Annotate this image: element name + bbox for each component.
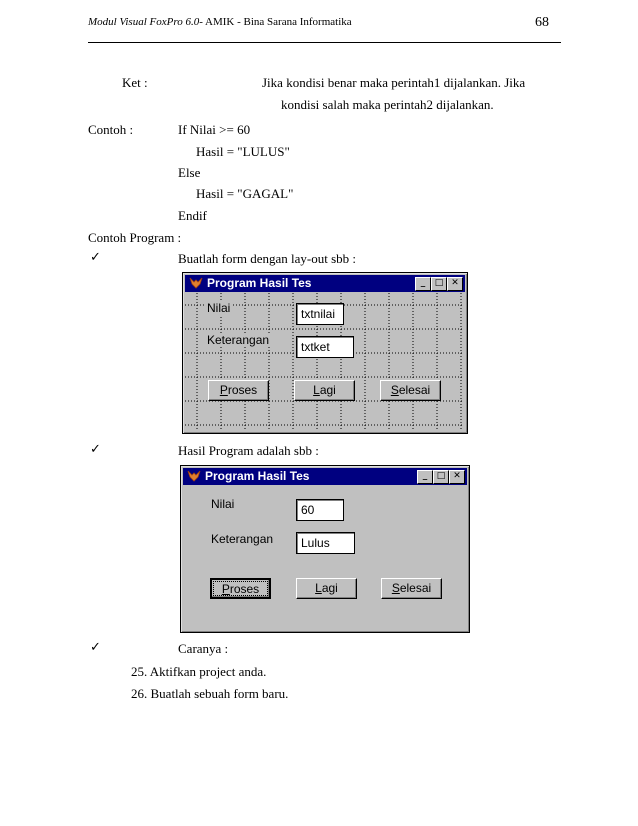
selesai-label: elesai xyxy=(398,383,431,397)
foxpro-icon xyxy=(189,276,203,290)
step-2-text: Hasil Program adalah sbb : xyxy=(178,443,319,458)
form-result-window xyxy=(180,465,470,633)
step-1-text: Buatlah form dengan lay-out sbb : xyxy=(178,251,356,266)
contoh-program-heading: Contoh Program : xyxy=(88,230,182,245)
checkmark-icon: ✓ xyxy=(90,442,101,457)
code-line-2: Hasil = "LULUS" xyxy=(196,144,290,159)
list-item: 25. Aktifkan project anda. xyxy=(131,664,267,679)
proses-label: roses xyxy=(227,383,258,397)
foxpro-icon xyxy=(187,469,201,483)
form-design-title: Program Hasil Tes xyxy=(207,276,312,290)
selesai-button[interactable] xyxy=(381,578,442,599)
lagi-label: agi xyxy=(319,383,336,397)
lagi-label: agi xyxy=(321,581,338,595)
code-line-4: Hasil = "GAGAL" xyxy=(196,186,294,201)
page-number: 68 xyxy=(535,15,549,30)
code-line-3: Else xyxy=(178,165,201,180)
txtket-textbox[interactable]: txtket xyxy=(296,336,354,358)
label-keterangan: Keterangan xyxy=(207,333,270,347)
form-design-window xyxy=(182,272,468,434)
close-icon[interactable]: ✕ xyxy=(447,277,463,291)
code-line-5: Endif xyxy=(178,208,207,223)
proses-button[interactable] xyxy=(210,578,271,599)
checkmark-icon: ✓ xyxy=(90,250,101,265)
label-nilai: Nilai xyxy=(207,301,231,315)
proses-hotkey: P xyxy=(219,383,228,397)
selesai-hotkey: S xyxy=(391,581,400,595)
lagi-button[interactable] xyxy=(296,578,357,599)
list-item: 26. Buatlah sebuah form baru. xyxy=(131,686,289,701)
proses-button[interactable] xyxy=(208,380,269,401)
selesai-label: elesai xyxy=(399,581,432,595)
minimize-icon[interactable]: _ xyxy=(415,277,431,291)
close-icon[interactable]: ✕ xyxy=(449,470,465,484)
ket-line-1: Jika kondisi benar maka perintah1 dijalankan. Jika xyxy=(262,75,526,90)
label-nilai: Nilai xyxy=(211,497,235,511)
checkmark-icon: ✓ xyxy=(90,640,101,655)
form-result-title: Program Hasil Tes xyxy=(205,469,310,483)
minimize-icon[interactable]: _ xyxy=(417,470,433,484)
proses-label: roses xyxy=(229,582,260,596)
header-divider xyxy=(88,42,561,43)
nilai-textbox[interactable]: 60 xyxy=(296,499,344,521)
proses-hotkey: P xyxy=(221,582,230,596)
keterangan-textbox[interactable]: Lulus xyxy=(296,532,355,554)
form-design-titlebar[interactable] xyxy=(185,275,465,292)
lagi-hotkey: L xyxy=(315,581,322,595)
step-3-text: Caranya : xyxy=(178,641,229,656)
ket-line-2: kondisi salah maka perintah2 dijalankan. xyxy=(281,97,494,112)
label-keterangan: Keterangan xyxy=(211,532,274,546)
code-line-1: If Nilai >= 60 xyxy=(178,122,251,137)
selesai-hotkey: S xyxy=(390,383,399,397)
txtnilai-textbox[interactable]: txtnilai xyxy=(296,303,344,325)
lagi-button[interactable] xyxy=(294,380,355,401)
lagi-hotkey: L xyxy=(313,383,320,397)
header-title-italic: Modul Visual FoxPro 6.0- xyxy=(88,16,203,28)
ket-label: Ket : xyxy=(122,75,148,90)
selesai-button[interactable] xyxy=(380,380,441,401)
contoh-label: Contoh : xyxy=(88,122,134,137)
page-header xyxy=(88,16,352,28)
header-title-rest: AMIK - Bina Sarana Informatika xyxy=(202,16,352,28)
maximize-icon[interactable]: □ xyxy=(431,277,447,291)
form-result-titlebar[interactable] xyxy=(183,468,467,485)
maximize-icon[interactable]: □ xyxy=(433,470,449,484)
